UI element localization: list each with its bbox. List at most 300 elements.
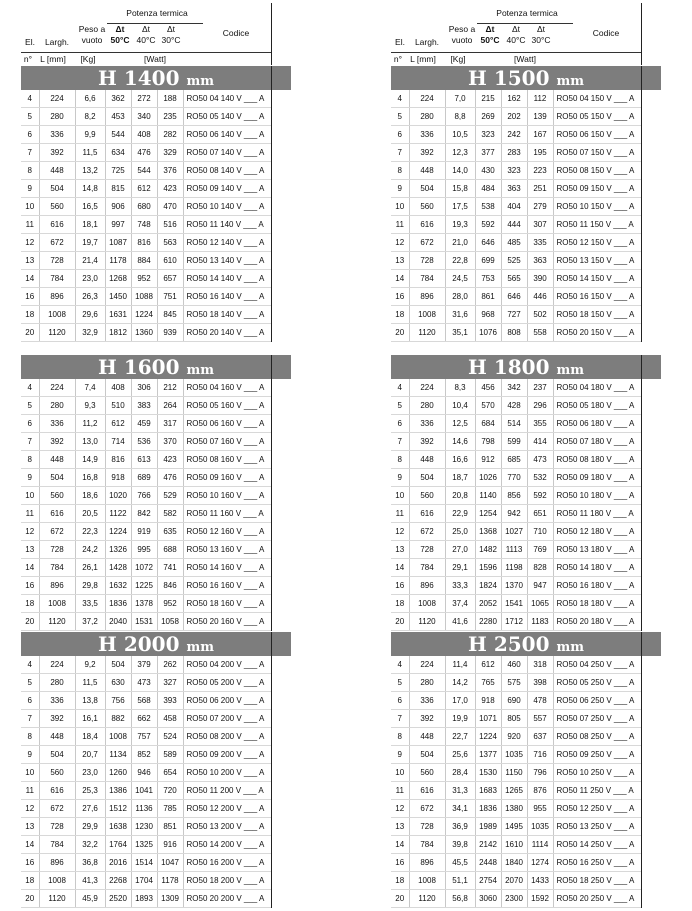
dt30-symbol: Δt (166, 24, 176, 34)
section-title (21, 632, 291, 656)
table-row (21, 144, 271, 162)
weight-kg: 6,6 (75, 90, 105, 108)
power-dt50: 1836 (105, 595, 131, 613)
power-dt30: 558 (527, 324, 553, 342)
product-code: RO50 13 140 V ___ A (183, 252, 271, 270)
width-mm: 448 (409, 728, 445, 746)
power-dt30: 1274 (527, 854, 553, 872)
power-dt30: 657 (157, 270, 183, 288)
product-code: RO50 05 180 V ___ A (553, 397, 641, 415)
product-code: RO50 14 150 V ___ A (553, 270, 641, 288)
table-row (391, 433, 641, 451)
weight-kg: 32,2 (75, 836, 105, 854)
weight-kg: 32,9 (75, 324, 105, 342)
width-mm: 280 (409, 674, 445, 692)
width-mm: 336 (39, 692, 75, 710)
power-dt40: 2070 (501, 872, 527, 890)
product-code: RO50 05 150 V ___ A (553, 108, 641, 126)
power-dt30: 1592 (527, 890, 553, 908)
power-dt40: 202 (501, 108, 527, 126)
largh-label: Largh. (44, 37, 70, 47)
radiator-table (391, 90, 641, 342)
weight-kg: 12,3 (445, 144, 475, 162)
power-dt40: 404 (501, 198, 527, 216)
section-h2500 (391, 632, 661, 908)
product-code: RO50 20 200 V ___ A (183, 890, 271, 908)
power-dt30: 370 (157, 433, 183, 451)
power-dt50: 997 (105, 216, 131, 234)
power-dt30: 329 (157, 144, 183, 162)
power-dt30: 264 (157, 397, 183, 415)
weight-kg: 56,8 (445, 890, 475, 908)
table-row (391, 541, 641, 559)
width-mm: 224 (39, 379, 75, 397)
l-mm-label: L [mm] (410, 54, 436, 64)
power-dt40: 408 (131, 126, 157, 144)
weight-kg: 21,4 (75, 252, 105, 270)
elements-count: 8 (21, 451, 39, 469)
width-mm: 224 (39, 656, 75, 674)
product-code: RO50 11 160 V ___ A (183, 505, 271, 523)
power-dt50: 1596 (475, 559, 501, 577)
table-row (391, 505, 641, 523)
elements-count: 18 (391, 872, 409, 890)
table-row (21, 90, 271, 108)
power-dt50: 1224 (105, 523, 131, 541)
power-dt40: 662 (131, 710, 157, 728)
power-dt40: 1893 (131, 890, 157, 908)
product-code: RO50 16 250 V ___ A (553, 854, 641, 872)
section-title (21, 355, 291, 379)
table-row (391, 559, 641, 577)
el-label: El. (395, 37, 405, 47)
width-mm: 336 (409, 415, 445, 433)
width-mm: 672 (39, 523, 75, 541)
power-dt50: 1638 (105, 818, 131, 836)
table-row (21, 656, 271, 674)
product-code: RO50 11 250 V ___ A (553, 782, 641, 800)
power-dt30: 846 (157, 577, 183, 595)
power-dt40: 1088 (131, 288, 157, 306)
power-dt30: 376 (157, 162, 183, 180)
table-row (21, 674, 271, 692)
product-code: RO50 04 160 V ___ A (183, 379, 271, 397)
width-mm: 728 (409, 541, 445, 559)
power-dt40: 1704 (131, 872, 157, 890)
table-right-border (641, 66, 642, 342)
table-right-border (641, 355, 642, 631)
elements-count: 9 (21, 180, 39, 198)
weight-kg: 45,5 (445, 854, 475, 872)
power-dt50: 1377 (475, 746, 501, 764)
section-h1600 (21, 355, 291, 631)
weight-kg: 14,6 (445, 433, 475, 451)
power-dt30: 307 (527, 216, 553, 234)
table-header-left (21, 3, 291, 65)
elements-count: 16 (21, 577, 39, 595)
power-dt50: 1824 (475, 577, 501, 595)
power-dt40: 842 (131, 505, 157, 523)
power-dt30: 478 (527, 692, 553, 710)
power-dt40: 1360 (131, 324, 157, 342)
power-dt40: 272 (131, 90, 157, 108)
product-code: RO50 10 200 V ___ A (183, 764, 271, 782)
power-dt50: 2520 (105, 890, 131, 908)
n-label: n° (393, 54, 403, 64)
elements-count: 13 (21, 541, 39, 559)
elements-count: 8 (21, 162, 39, 180)
width-mm: 896 (39, 854, 75, 872)
potenza-label: Potenza termica (126, 8, 188, 18)
table-row (21, 451, 271, 469)
width-mm: 336 (409, 692, 445, 710)
power-dt50: 2142 (475, 836, 501, 854)
product-code: RO50 11 140 V ___ A (183, 216, 271, 234)
weight-kg: 31,3 (445, 782, 475, 800)
weight-kg: 27,0 (445, 541, 475, 559)
power-dt40: 1541 (501, 595, 527, 613)
power-dt40: 852 (131, 746, 157, 764)
power-dt40: 995 (131, 541, 157, 559)
power-dt50: 1683 (475, 782, 501, 800)
power-dt30: 502 (527, 306, 553, 324)
elements-count: 9 (391, 469, 409, 487)
table-row (391, 613, 641, 631)
power-dt30: 610 (157, 252, 183, 270)
product-code: RO50 06 180 V ___ A (553, 415, 641, 433)
product-code: RO50 11 180 V ___ A (553, 505, 641, 523)
power-dt30: 212 (157, 379, 183, 397)
elements-count: 4 (391, 656, 409, 674)
power-dt50: 1254 (475, 505, 501, 523)
power-dt30: 1065 (527, 595, 553, 613)
weight-kg: 10,5 (445, 126, 475, 144)
width-mm: 560 (409, 764, 445, 782)
power-dt30: 516 (157, 216, 183, 234)
elements-count: 16 (21, 854, 39, 872)
width-mm: 448 (39, 728, 75, 746)
width-mm: 392 (409, 144, 445, 162)
section-height-label: H 1500 (467, 66, 550, 90)
power-dt40: 942 (501, 505, 527, 523)
elements-count: 13 (21, 252, 39, 270)
weight-kg: 29,1 (445, 559, 475, 577)
width-mm: 616 (409, 216, 445, 234)
weight-kg: 31,6 (445, 306, 475, 324)
weight-kg: 22,3 (75, 523, 105, 541)
product-code: RO50 05 140 V ___ A (183, 108, 271, 126)
weight-kg: 23,0 (75, 270, 105, 288)
product-code: RO50 16 160 V ___ A (183, 577, 271, 595)
table-row (391, 252, 641, 270)
weight-kg: 17,0 (445, 692, 475, 710)
product-code: RO50 08 200 V ___ A (183, 728, 271, 746)
table-row (391, 108, 641, 126)
width-mm: 1008 (409, 595, 445, 613)
weight-kg: 14,8 (75, 180, 105, 198)
width-mm: 1120 (39, 324, 75, 342)
product-code: RO50 04 200 V ___ A (183, 656, 271, 674)
product-code: RO50 12 200 V ___ A (183, 800, 271, 818)
weight-kg: 22,8 (445, 252, 475, 270)
table-row (391, 216, 641, 234)
elements-count: 6 (21, 415, 39, 433)
power-dt30: 589 (157, 746, 183, 764)
elements-count: 7 (21, 144, 39, 162)
table-row (391, 800, 641, 818)
weight-kg: 37,2 (75, 613, 105, 631)
power-dt50: 377 (475, 144, 501, 162)
product-code: RO50 16 200 V ___ A (183, 854, 271, 872)
power-dt50: 765 (475, 674, 501, 692)
power-dt30: 741 (157, 559, 183, 577)
table-row (391, 782, 641, 800)
power-dt30: 751 (157, 288, 183, 306)
power-dt50: 1087 (105, 234, 131, 252)
product-code: RO50 12 160 V ___ A (183, 523, 271, 541)
product-code: RO50 09 250 V ___ A (553, 746, 641, 764)
table-row (21, 324, 271, 342)
elements-count: 5 (21, 397, 39, 415)
width-mm: 616 (39, 216, 75, 234)
elements-count: 4 (21, 379, 39, 397)
product-code: RO50 18 180 V ___ A (553, 595, 641, 613)
elements-count: 6 (391, 415, 409, 433)
width-mm: 560 (409, 198, 445, 216)
power-dt40: 565 (501, 270, 527, 288)
width-mm: 728 (39, 541, 75, 559)
power-dt50: 1326 (105, 541, 131, 559)
table-row (391, 90, 641, 108)
section-unit: mm (556, 74, 584, 89)
power-dt40: 1041 (131, 782, 157, 800)
elements-count: 7 (21, 710, 39, 728)
product-code: RO50 07 200 V ___ A (183, 710, 271, 728)
weight-kg: 12,5 (445, 415, 475, 433)
section-unit: mm (186, 363, 214, 378)
product-code: RO50 04 140 V ___ A (183, 90, 271, 108)
elements-count: 11 (21, 782, 39, 800)
table-row (21, 692, 271, 710)
power-dt40: 727 (501, 306, 527, 324)
power-dt40: 459 (131, 415, 157, 433)
width-mm: 448 (39, 451, 75, 469)
power-dt30: 532 (527, 469, 553, 487)
power-dt50: 592 (475, 216, 501, 234)
product-code: RO50 09 180 V ___ A (553, 469, 641, 487)
section-height-label: H 1800 (467, 355, 550, 379)
width-mm: 560 (39, 198, 75, 216)
elements-count: 18 (21, 306, 39, 324)
elements-count: 7 (391, 433, 409, 451)
product-code: RO50 18 200 V ___ A (183, 872, 271, 890)
weight-kg: 7,0 (445, 90, 475, 108)
header-bottom-line (21, 52, 271, 53)
radiator-table (21, 656, 271, 908)
table-row (21, 559, 271, 577)
elements-count: 16 (391, 854, 409, 872)
width-mm: 672 (409, 523, 445, 541)
elements-count: 20 (21, 890, 39, 908)
elements-count: 4 (391, 379, 409, 397)
power-dt50: 1632 (105, 577, 131, 595)
kg-label: [Kg] (450, 54, 466, 64)
elements-count: 6 (391, 692, 409, 710)
power-dt30: 446 (527, 288, 553, 306)
power-dt30: 398 (527, 674, 553, 692)
elements-count: 11 (391, 216, 409, 234)
product-code: RO50 06 140 V ___ A (183, 126, 271, 144)
power-dt50: 570 (475, 397, 501, 415)
table-row (391, 487, 641, 505)
power-dt50: 2754 (475, 872, 501, 890)
weight-kg: 25,3 (75, 782, 105, 800)
width-mm: 392 (39, 710, 75, 728)
table-row (391, 656, 641, 674)
width-mm: 224 (409, 379, 445, 397)
product-code: RO50 07 250 V ___ A (553, 710, 641, 728)
dt50-label: 50°C (480, 35, 500, 45)
product-code: RO50 11 150 V ___ A (553, 216, 641, 234)
weight-kg: 41,6 (445, 613, 475, 631)
power-dt50: 1026 (475, 469, 501, 487)
power-dt30: 710 (527, 523, 553, 541)
elements-count: 14 (21, 836, 39, 854)
elements-count: 12 (21, 523, 39, 541)
weight-kg: 16,6 (445, 451, 475, 469)
weight-kg: 11,5 (75, 674, 105, 692)
power-dt40: 363 (501, 180, 527, 198)
dt50-symbol: Δt (485, 24, 495, 34)
power-dt50: 684 (475, 415, 501, 433)
width-mm: 728 (409, 818, 445, 836)
table-row (21, 216, 271, 234)
elements-count: 9 (21, 746, 39, 764)
power-dt30: 195 (527, 144, 553, 162)
codice-label: Codice (592, 28, 620, 38)
elements-count: 16 (21, 288, 39, 306)
elements-count: 12 (391, 800, 409, 818)
width-mm: 504 (409, 746, 445, 764)
dt30-label: 30°C (531, 35, 551, 45)
power-dt40: 323 (501, 162, 527, 180)
power-dt40: 1370 (501, 577, 527, 595)
elements-count: 4 (21, 90, 39, 108)
power-dt40: 612 (131, 180, 157, 198)
elements-count: 10 (21, 198, 39, 216)
weight-kg: 23,0 (75, 764, 105, 782)
section-h1500 (391, 66, 661, 342)
weight-kg: 36,8 (75, 854, 105, 872)
elements-count: 8 (391, 162, 409, 180)
elements-count: 9 (21, 469, 39, 487)
table-row (391, 198, 641, 216)
product-code: RO50 10 140 V ___ A (183, 198, 271, 216)
weight-kg: 17,5 (445, 198, 475, 216)
weight-kg: 29,6 (75, 306, 105, 324)
power-dt50: 2280 (475, 613, 501, 631)
section-title (391, 355, 661, 379)
product-code: RO50 18 160 V ___ A (183, 595, 271, 613)
power-dt30: 139 (527, 108, 553, 126)
power-dt40: 689 (131, 469, 157, 487)
product-code: RO50 09 200 V ___ A (183, 746, 271, 764)
table-row (21, 469, 271, 487)
power-dt30: 390 (527, 270, 553, 288)
table-row (21, 818, 271, 836)
elements-count: 13 (391, 252, 409, 270)
weight-kg: 20,5 (75, 505, 105, 523)
power-dt40: 1150 (501, 764, 527, 782)
table-row (21, 728, 271, 746)
power-dt50: 882 (105, 710, 131, 728)
elements-count: 14 (21, 559, 39, 577)
product-code: RO50 06 150 V ___ A (553, 126, 641, 144)
weight-kg: 22,7 (445, 728, 475, 746)
weight-kg: 24,5 (445, 270, 475, 288)
width-mm: 1120 (409, 324, 445, 342)
table-row (21, 162, 271, 180)
elements-count: 14 (391, 559, 409, 577)
power-dt40: 1712 (501, 613, 527, 631)
power-dt30: 1114 (527, 836, 553, 854)
elements-count: 7 (391, 710, 409, 728)
width-mm: 280 (409, 108, 445, 126)
power-dt30: 916 (157, 836, 183, 854)
power-dt50: 2016 (105, 854, 131, 872)
power-dt30: 796 (527, 764, 553, 782)
power-dt50: 269 (475, 108, 501, 126)
weight-kg: 14,2 (445, 674, 475, 692)
power-dt40: 884 (131, 252, 157, 270)
power-dt50: 714 (105, 433, 131, 451)
power-dt40: 342 (501, 379, 527, 397)
header-right-border (641, 3, 642, 65)
width-mm: 224 (409, 90, 445, 108)
weight-kg: 19,3 (445, 216, 475, 234)
table-row (391, 836, 641, 854)
width-mm: 448 (409, 451, 445, 469)
width-mm: 1008 (409, 872, 445, 890)
table-row (391, 577, 641, 595)
elements-count: 16 (391, 577, 409, 595)
product-code: RO50 10 180 V ___ A (553, 487, 641, 505)
elements-count: 20 (391, 613, 409, 631)
power-dt50: 646 (475, 234, 501, 252)
power-dt50: 756 (105, 692, 131, 710)
elements-count: 4 (21, 656, 39, 674)
weight-kg: 18,1 (75, 216, 105, 234)
width-mm: 336 (39, 126, 75, 144)
power-dt40: 283 (501, 144, 527, 162)
section-height-label: H 1400 (97, 66, 180, 90)
weight-kg: 28,0 (445, 288, 475, 306)
product-code: RO50 13 250 V ___ A (553, 818, 641, 836)
weight-kg: 36,9 (445, 818, 475, 836)
table-row (21, 710, 271, 728)
power-dt30: 414 (527, 433, 553, 451)
power-dt40: 1531 (131, 613, 157, 631)
power-dt40: 1514 (131, 854, 157, 872)
product-code: RO50 14 180 V ___ A (553, 559, 641, 577)
weight-kg: 20,8 (445, 487, 475, 505)
n-label: n° (23, 54, 33, 64)
power-dt30: 688 (157, 541, 183, 559)
power-dt50: 1764 (105, 836, 131, 854)
power-dt40: 1027 (501, 523, 527, 541)
product-code: RO50 08 250 V ___ A (553, 728, 641, 746)
power-dt50: 918 (475, 692, 501, 710)
